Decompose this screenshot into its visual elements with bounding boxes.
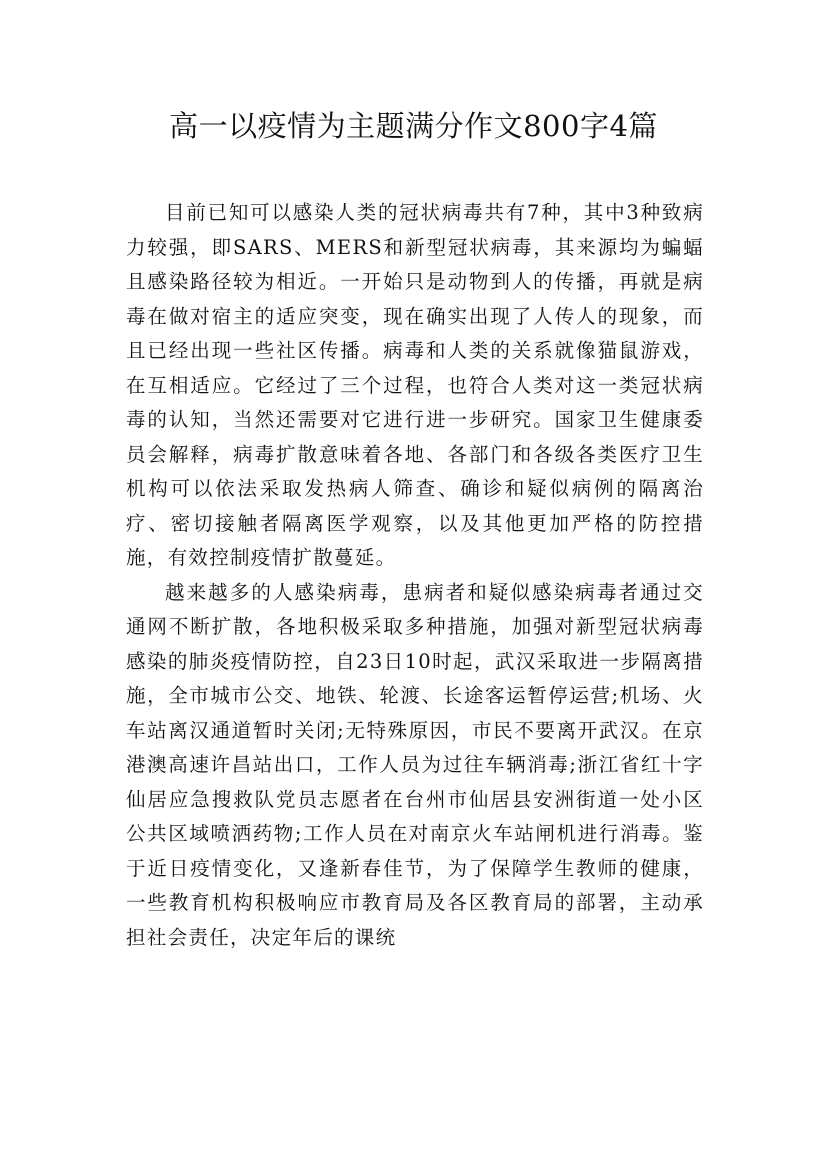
paragraph-1: 目前已知可以感染人类的冠状病毒共有7种，其中3种致病力较强，即SARS、MERS和新型冠状病毒，其来源均为蝙蝠且感染路径较为相近。一开始只是动物到人的传播，再就是病毒在做对宿主的适应突变，现在确实出现了人传人的现象，而且已经出现一些社区传播。病毒和人类的关系就像猫鼠游戏，在互相适应。它经过了三个过程，也符合人类对这一类冠状病毒的认知，当然还需要对它进行进一步研究。国家卫生健康委员会解释，病毒扩散意味着各地、各部门和各级各类医疗卫生机构可以依法采取发热病人筛查、确诊和疑似病例的隔离治疗、密切接触者隔离医学观察，以及其他更加严格的防控措施，有效控制疫情扩散蔓延。: [126, 201, 704, 569]
paragraph-2: 越来越多的人感染病毒，患病者和疑似感染病毒者通过交通网不断扩散，各地积极采取多种措施，加强对新型冠状病毒感染的肺炎疫情防控，自23日10时起，武汉采取进一步隔离措施，全市城市公交、地铁、轮渡、长途客运暂停运营;机场、火车站离汉通道暂时关闭;无特殊原因，市民不要离开武汉。在京港澳高速许昌站出口，工作人员为过往车辆消毒;浙江省红十字仙居应急搜救队党员志愿者在台州市仙居县安洲街道一处小区公共区域喷洒药物;工作人员在对南京火车站闸机进行消毒。鉴于近日疫情变化，又逢新春佳节，为了保障学生教师的健康，一些教育机构积极响应市教育局及各区教育局的部署，主动承担社会责任，决定年后的课统: [126, 580, 704, 949]
document-title: 高一以疫情为主题满分作文800字4篇: [169, 109, 658, 143]
document-body: [126, 196, 704, 955]
